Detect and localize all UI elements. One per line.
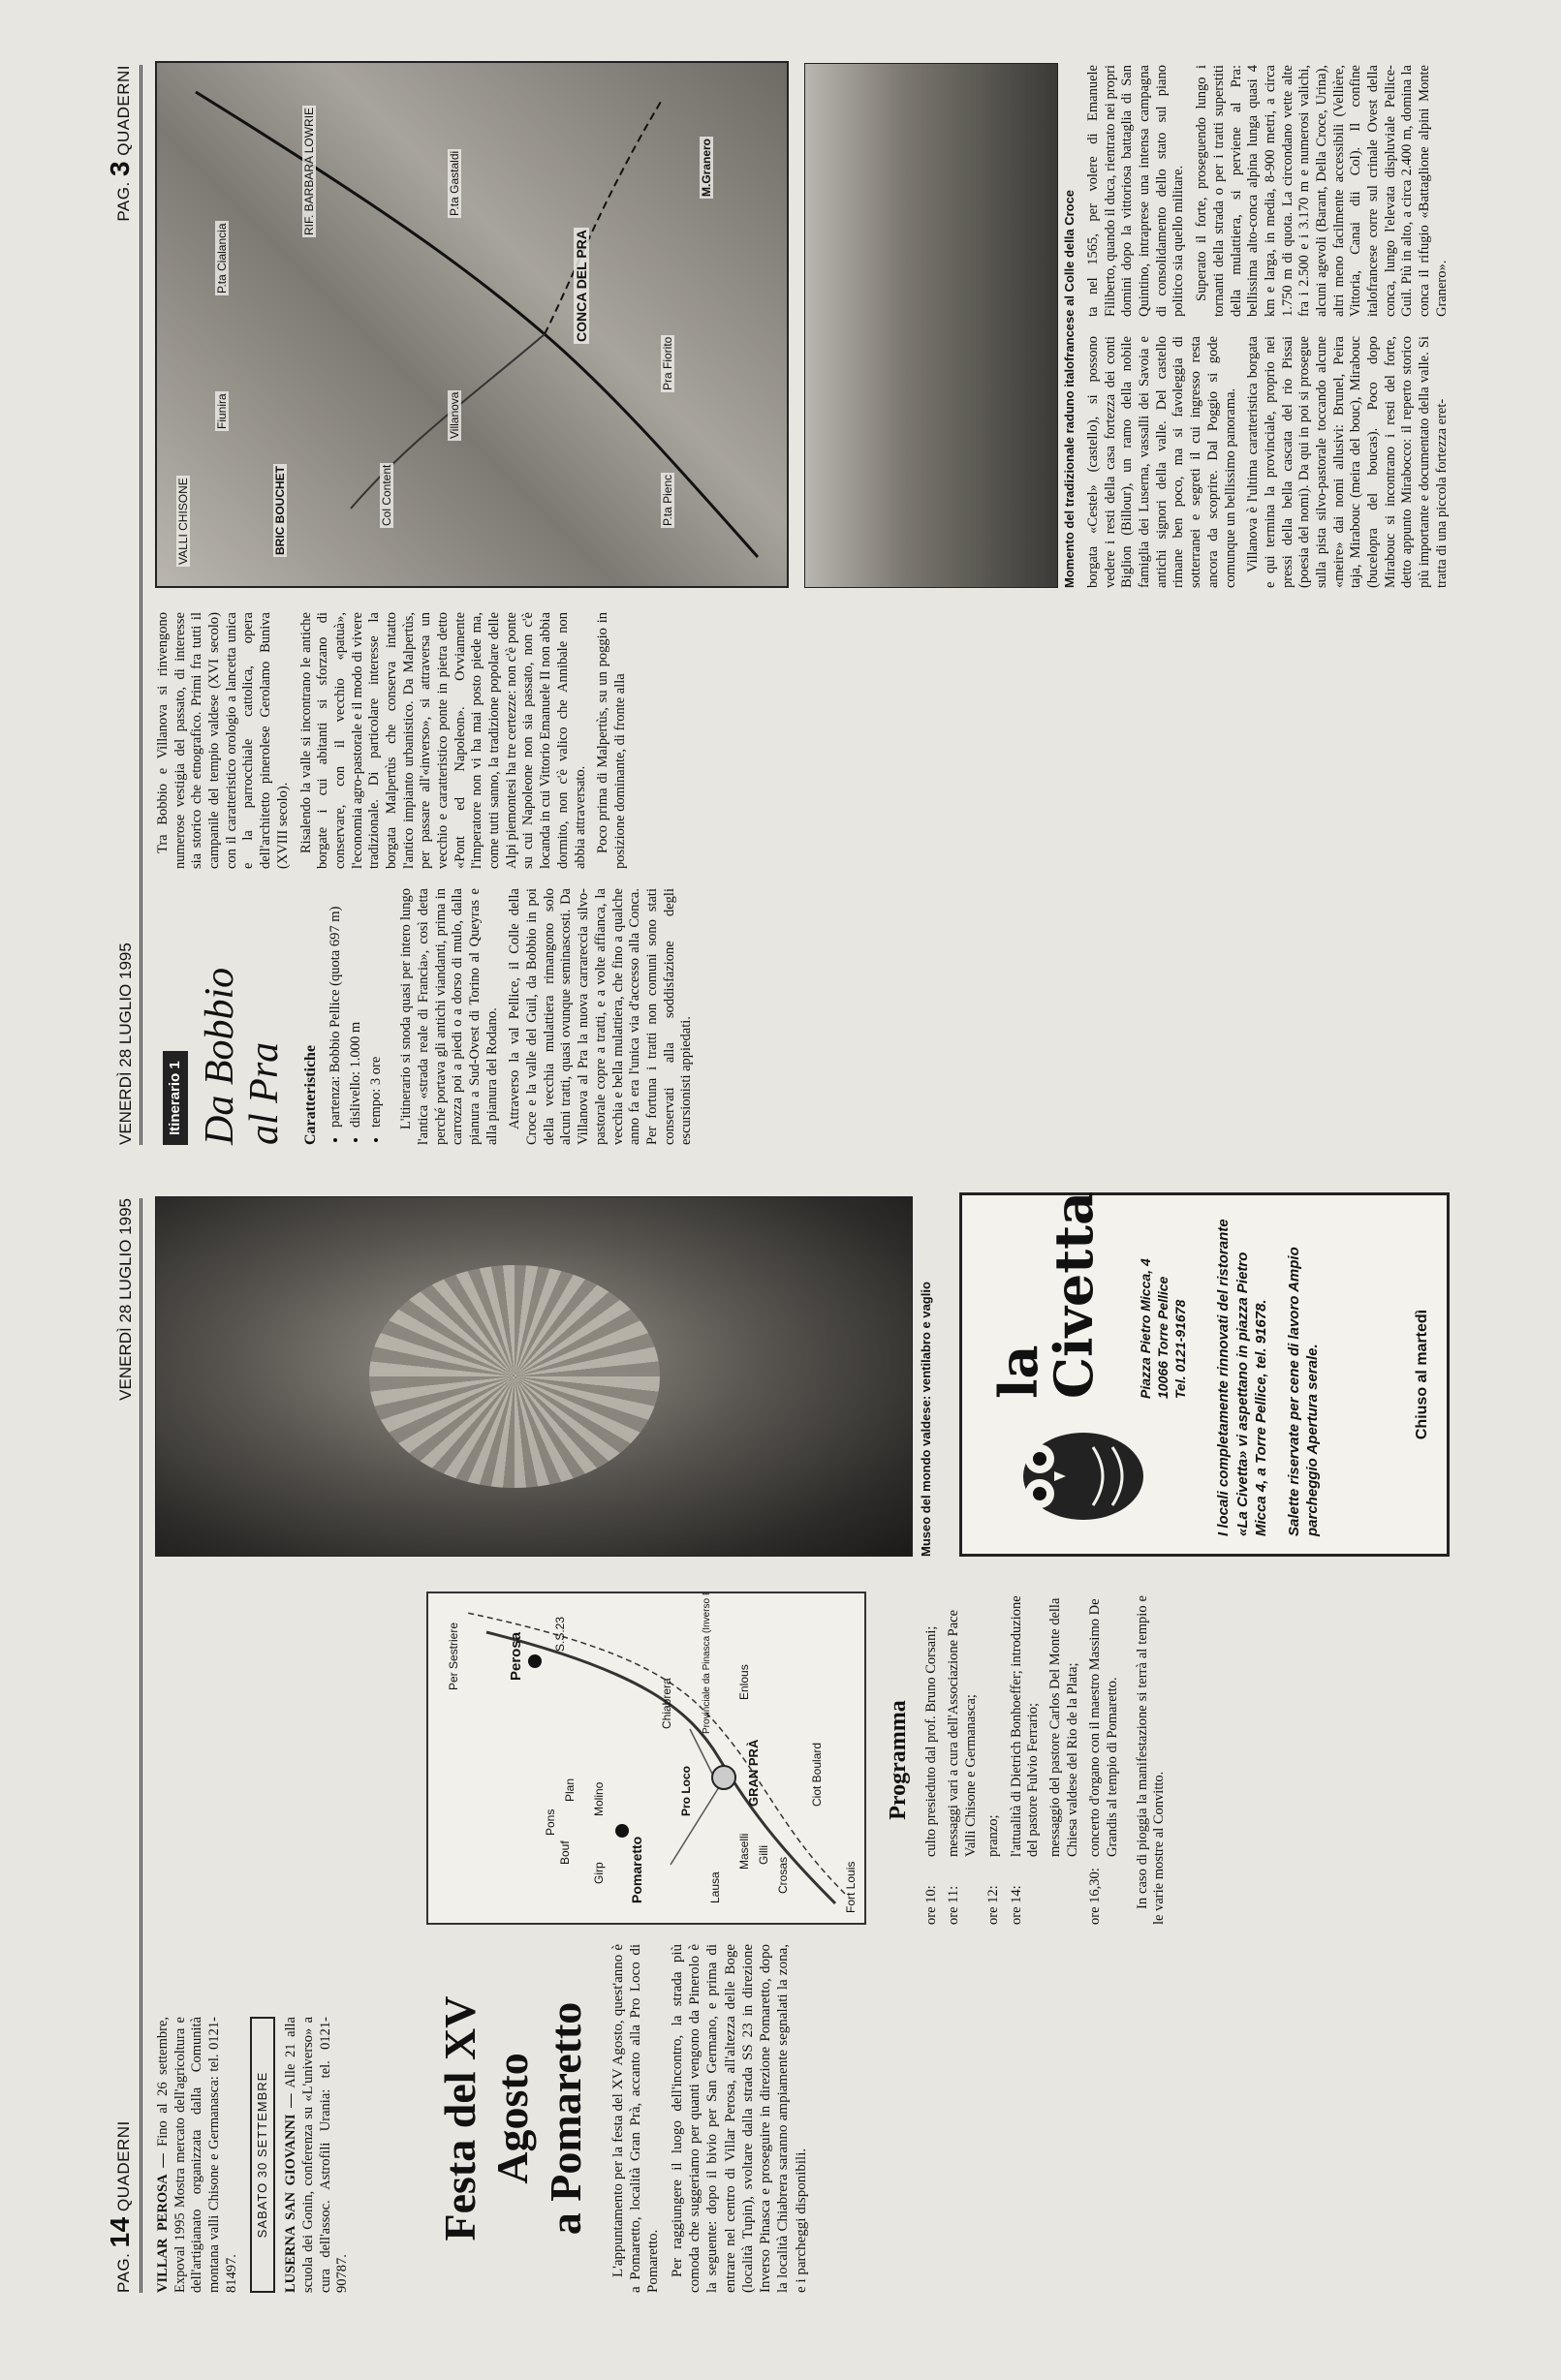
map-label: Maselli — [737, 1833, 751, 1870]
address-line: 10066 Torre Pellice — [1155, 1276, 1171, 1399]
notices-column — [155, 2017, 358, 2293]
map-label: P.ta Gastaldi — [448, 150, 461, 216]
itinerary-title-line2: al Pra — [242, 1041, 288, 1145]
page-label: PAG. — [114, 181, 133, 222]
section-name: QUADERNI — [114, 2120, 133, 2211]
restaurant-name-line2: Civetta — [1042, 1190, 1105, 1399]
article-paragraph: ta nel 1565, per volere di Emanuele Filiberto, quando il duca, rientrato nei propri domini dopo la vittoriosa battaglia di San Quintino, intraprese una intensa campagna di consolidamento dello stato sul piano politico sia quello militare. — [1085, 65, 1187, 317]
restaurant-address — [1137, 1258, 1190, 1399]
map-routes — [157, 63, 787, 586]
notice-lead: VILLAR PEROSA — — [155, 2153, 171, 2293]
programma-item — [1087, 1595, 1121, 1925]
fact-item: • partenza: Bobbio Pellice (quota 697 m) — [328, 888, 345, 1128]
festa-title-line2: a Pomaretto — [540, 2001, 590, 2236]
article-paragraph: Risalendo la valle si incontrano le antiche borgate i cui abitanti si sforzano di conservare, con il vecchio «patuà», l'economia agro-pastorale e il modo di vivere tradizionale. Di particolare interesse la borgata Malpertùs che conserva intatto l'antico impianto urbanistico. Da Malpertùs, per passare all'«inverso», si attraversa un vecchio e caratteristico ponte in pietra detto «Pont ed Napoleon». Ovviamente l'imperatore non vi ha mai posto piede ma, come tutti sanno, la tradizione popolare delle Alpi piemontesi ha tre certezze: non c'è ponte su cui Napoleone non sia passato, non c'è locanda in cui Vittorio Emanuele II non abbia dormito, non c'è valico che Annibale non abbia attraversato. — [297, 611, 588, 869]
map-label: Girp — [592, 1862, 606, 1884]
ad-text: I locali completamente rinnovati del ristorante «La Civetta» vi aspettano in piazza Pietro Micca 4, a Torre Pellice, tel. 91678. — [1215, 1219, 1269, 1536]
festa-title — [434, 1944, 592, 2293]
map-label: Pomaretto — [629, 1836, 644, 1903]
pomaretto-map — [426, 1592, 866, 1925]
map-label: Fort Louis — [844, 1861, 858, 1913]
photo-caption: Museo del mondo valdese: ventilabro e vaglio — [919, 1282, 933, 1557]
civetta-advertisement — [959, 1192, 1450, 1557]
festa-body — [609, 1944, 810, 2293]
article-paragraph: Attraverso la val Pellice, il Colle della Croce e la valle del Guil, da Bobbio in poi della vecchia mulattiera rimangono solo alcuni tratti, quasi ovunque seminascosti. Da Villanova al Pra la nuova carrareccia silvo-pastorale copre a tratti, e a volte affianca, la vecchia e bella mulattiera, che fino a qualche anno fa era l'unica via d'accesso alla Conca. Per fortuna i tratti non comuni sono stati conservati alla soddisfazione degli escursionisti appiedati. — [507, 888, 695, 1145]
programma-time — [1047, 1857, 1081, 1925]
section-name: QUADERNI — [114, 65, 133, 156]
notice-text: Fino al 26 settembre, Expoval 1995 Mostra mercato dell'agricoltura e dell'artigianato organizzata dalla Comunità montana valli Chisone e Germanasca: tel. 0121-81497. — [155, 2017, 239, 2293]
itinerary-tag: Itinerario 1 — [163, 1051, 188, 1145]
page-number: 14 — [105, 2216, 135, 2248]
article-paragraph: Villanova è l'ultima caratteristica borgata e qui termina la provinciale, proprio nei pressi della bella cascata del rio Pissai (poesia del nomi). Da qui in poi si prosegue sulla pista silvo-pastorale toccando alcune «meire» dai nomi allusivi: Brunel, Peira taja, Mirabouc (meira del bouc), Mirabouc (bucelopra del boucas). Poco dopo Mirabouc si incontrano i resti del forte, detto appunto Mirabocco: il reperto storico più importante e documentato della valle. Si tratta di una piccola fortezza eret- — [1245, 336, 1450, 588]
address-line: Piazza Pietro Micca, 4 — [1138, 1258, 1153, 1399]
map-label: Pra Fiorito — [661, 336, 674, 390]
map-label: Per Sestriere — [447, 1622, 460, 1690]
ad-copy — [1214, 1213, 1336, 1536]
programma-title: Programma — [886, 1700, 911, 1820]
article-paragraph: borgata «Cestel» (castello), si possono vedere i resti della casa fortezza dei conti Biglion (Billour), un ramo della nobile famiglia dei Luserna, vassalli dei Savoia e antichi signori della valle. Del castello rimane ben poco, ma si favoleggia di sotterranei e segreti il cui ingresso resta ancora da scoprire. Dal Poggio si gode comunque un bellissimo panorama. — [1085, 336, 1238, 588]
winnowing-basket-image — [369, 1265, 660, 1488]
map-label: Molino — [592, 1781, 606, 1816]
notice-luserna — [283, 2017, 352, 2293]
programma-time: ore 10: — [923, 1885, 939, 1925]
festa-title-line1: Festa del XV Agosto — [435, 1995, 538, 2241]
map-label: Gilli — [757, 1845, 770, 1865]
article-paragraph: Poco prima di Malpertùs, su un poggio in posizione dominante, di fronte alla — [595, 612, 628, 869]
map-label: Lausa — [708, 1871, 722, 1903]
map-label: VALLI CHISONE — [176, 478, 190, 565]
map-label: Bouf — [558, 1840, 572, 1865]
map-label: Chiabrera — [660, 1678, 673, 1729]
map-label: Crosas — [776, 1856, 790, 1894]
conca-del-pra-map — [155, 61, 789, 588]
page-number-label — [105, 2120, 136, 2293]
restaurant-name — [987, 1190, 1105, 1399]
issue-date: VENERDÌ 28 LUGLIO 1995 — [116, 1198, 135, 1401]
page-header-right — [107, 65, 142, 1145]
programma-desc: pranzo; — [985, 1814, 1002, 1857]
notice-text: Alle 21 alla scuola dei Gonin, conferenza su «L'universo» a cura dell'assoc. Astrofili Urania: tel. 0121-90787. — [283, 2017, 351, 2293]
fact-item: • dislivello: 1.000 m — [348, 888, 365, 1128]
page-14 — [105, 1190, 1492, 2293]
spread-area — [107, 65, 1492, 2293]
festa-article — [426, 1944, 1444, 2293]
programma-desc: l'attualità di Dietrich Bonhoeffer; introduzione del pastore Fulvio Ferrario; — [1008, 1595, 1041, 1857]
map-label: S.S.23 — [553, 1616, 567, 1652]
programma-desc: culto presieduto dal prof. Bruno Corsani; — [923, 1625, 939, 1857]
map-label: BRIC BOUCHET — [273, 466, 287, 555]
map-label: Perosa — [508, 1631, 524, 1681]
map-drawing — [428, 1593, 864, 1923]
map-label: Villanova — [448, 391, 461, 439]
programma-item — [946, 1595, 980, 1925]
programma-item — [1009, 1595, 1043, 1925]
photo-caption: Momento del tradizionale raduno italofrancese al Colle della Croce — [1062, 189, 1077, 588]
map-label: GRAN PRÀ — [746, 1739, 761, 1807]
map-label: RIF. BARBARA LOWRIE — [302, 107, 316, 235]
itinerary-title — [198, 888, 287, 1145]
issue-date: VENERDÌ 28 LUGLIO 1995 — [116, 943, 135, 1145]
programma-time: ore 16,30: — [1087, 1868, 1104, 1925]
map-label: M.Granero — [700, 138, 713, 197]
programma-desc: concerto d'organo con il maestro Massimo De Grandis al tempio di Pomaretto. — [1087, 1598, 1120, 1857]
programma-item — [985, 1595, 1002, 1925]
date-rubric: SABATO 30 SETTEMBRE — [250, 2017, 275, 2293]
raduno-photo — [804, 63, 1058, 588]
page-number: 3 — [105, 160, 135, 177]
owl-icon — [986, 1418, 1151, 1534]
programma-item — [923, 1595, 940, 1925]
page-3 — [107, 65, 1492, 1145]
programma-desc: messaggi vari a cura dell'Associazione Pace Valli Chisone e Germanasca; — [946, 1609, 979, 1857]
programma-item — [1047, 1595, 1081, 1925]
map-label: Col Content — [380, 464, 393, 526]
itinerary-column — [155, 888, 702, 1145]
article-column-4 — [1085, 65, 1456, 317]
map-label: Enlous — [737, 1664, 751, 1700]
address-line: Tel. 0121-91678 — [1172, 1299, 1189, 1399]
ad-text: Salette riservate per cene di lavoro Ampio parcheggio Apertura serale. — [1285, 1247, 1321, 1536]
programma-time: ore 11: — [946, 1885, 962, 1925]
programma-box — [882, 1595, 1444, 1925]
page-number-label — [105, 65, 136, 222]
museum-photo — [155, 1196, 913, 1557]
programma-desc: messaggio del pastore Carlos Del Monte della Chiesa valdese del Rio de la Plata; — [1047, 1597, 1080, 1857]
notice-lead: LUSERNA SAN GIOVANNI — — [283, 2093, 299, 2293]
page-header-left — [107, 1198, 142, 2293]
map-label: Ciot Boulard — [810, 1742, 824, 1807]
fact-item: • tempo: 3 ore — [368, 888, 386, 1128]
article-paragraph: Tra Bobbio e Villanova si rinvengono numerose vestigia del passato, di interesse sia storico che etnografico. Primi fra tutti il campanile del tempio valdese (XVI secolo) con il caratteristico orologio a lancetta unica e la parrocchiale cattolica, opera dell'architetto pinerolese Gerolamo Buniva (XVIII secolo). — [155, 612, 291, 869]
article-column-2 — [155, 612, 636, 869]
page-label: PAG. — [114, 2252, 133, 2293]
characteristics-heading: Caratteristiche — [301, 1044, 319, 1145]
map-label: Fiunira — [215, 393, 229, 429]
programma-time: ore 12: — [985, 1885, 1002, 1925]
article-paragraph: L'itinerario si snoda quasi per intero lungo l'antica «strada reale di Francia», così detta perché portava gli antichi viandanti, prima in carrozza poi a piedi o a dorso di mulo, dalla pianura a Sud-Ovest di Torino al Queyras e alla pianura del Rodano. — [398, 888, 500, 1145]
map-label: P.ta Cialancia — [215, 223, 229, 294]
restaurant-name-line1: la — [987, 1345, 1049, 1399]
map-label: CONCA DEL PRA — [574, 230, 589, 342]
characteristics-list — [328, 888, 385, 1145]
festa-paragraph: L'appuntamento per la festa del XV Agosto, quest'anno è a Pomaretto, località Gran Prà, accanto alla Pro Loco di Pomaretto. — [609, 1944, 662, 2293]
article-column-3 — [1085, 336, 1456, 588]
map-label: Pro Loco — [679, 1765, 693, 1816]
festa-paragraph: Per raggiungere il luogo dell'incontro, la strada più comoda che suggeriamo per quanti vengono da Pinerolo è la seguente: dopo il bivio per San Germano, e prima di entrare nel centro di Villar Perosa, all'altezza delle Boge (località Tupin), svoltare dalla strada SS 23 in direzione Inverso Pinasca e proseguire in direzione Pomaretto, dopo la località Chiabrera saranno ampiamente segnalati la zona, e i parcheggi disponibili. — [669, 1944, 809, 2293]
programma-note: In caso di pioggia la manifestazione si terrà al tempio e le varie mostre al Convitto. — [1134, 1595, 1167, 1925]
map-label: Plan — [563, 1777, 577, 1802]
itinerary-title-line1: Da Bobbio — [198, 967, 243, 1145]
closing-day: Chiuso al martedì — [1414, 1309, 1430, 1440]
map-label: Pons — [544, 1808, 557, 1836]
article-paragraph: Superato il forte, proseguendo lungo i tornanti della strada o per i tratti superstiti della mulattiera, si perviene al Pra: bellissima alto-conca alpina lunga quasi 4 km e larga, in media, 8-900 metri, a circa 1.750 m di quota. La circondano vette alte fra i 2.500 e i 3.170 m e numerosi valichi, alcuni agevoli (Barant, Della Croce, Urina), altri meno facilmente accessibili (Vellière, Vittoria, Canai dii Col). Il confine italofrancese corre sul crinale Ovest della conca, lungo l'elevata displuviale Pellice-Guil. Più in alto, a circa 2.400 m, domina la conca il rifugio «Battaglione alpini Monte Granero». — [1194, 65, 1450, 317]
map-label: P.ta Pienc — [661, 474, 674, 526]
map-label: Provinciale da Pinasca (Inverso Pinasca) — [702, 1593, 712, 1734]
notice-villar — [155, 2017, 240, 2293]
programma-time: ore 14: — [1008, 1885, 1024, 1925]
